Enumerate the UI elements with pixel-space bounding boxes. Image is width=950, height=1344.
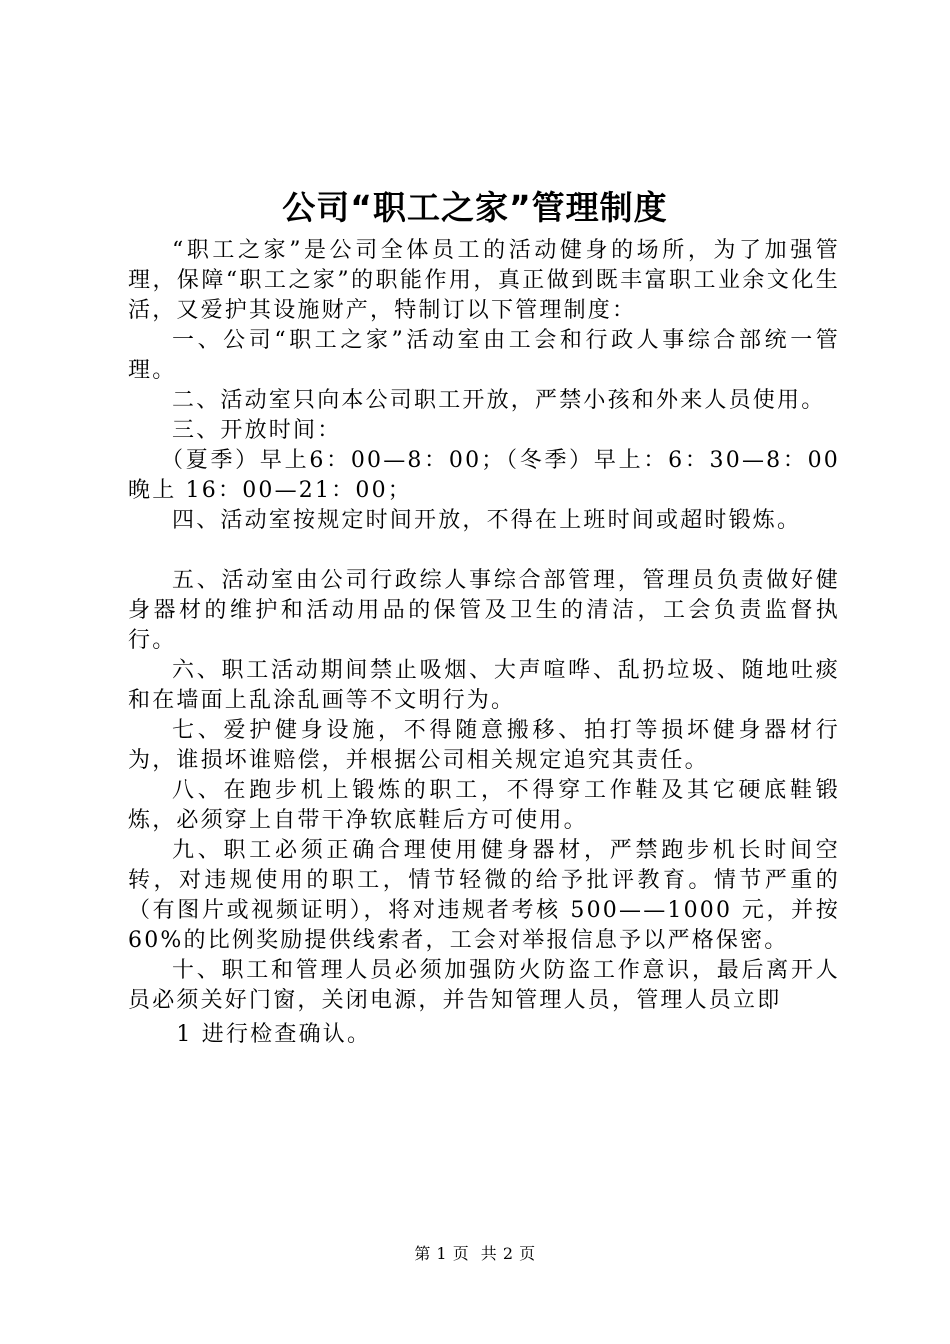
rule-2-paragraph: 二、活动室只向本公司职工开放，严禁小孩和外来人员使用。 xyxy=(172,388,826,413)
page-number: 第 1 页 xyxy=(414,1244,470,1263)
page-footer xyxy=(0,1242,950,1266)
page-total: 共 2 页 xyxy=(480,1244,536,1263)
rule-10-paragraph: 十、职工和管理人员必须加强防火防盗工作意识，最后离开人员必须关好门窗，关闭电源，并告知管理人员，管理人员立即 xyxy=(128,958,840,1013)
document-title: 公司“职工之家”管理制度 xyxy=(282,188,668,227)
rule-9-paragraph: 九、职工必须正确合理使用健身器材，严禁跑步机长时间空转，对违规使用的职工，情节轻微的给予批评教育。情节严重的（有图片或视频证明），将对违规者考核 500——1000 元，并按 60%的比例奖励提供线索者，工会对举报信息予以严格保密。 xyxy=(128,838,840,953)
rule-5-paragraph: 五、活动室由公司行政综人事综合部管理，管理员负责做好健身器材的维护和活动用品的保管及卫生的清洁，工会负责监督执行。 xyxy=(128,568,840,653)
rule-4-paragraph: 四、活动室按规定时间开放，不得在上班时间或超时锻炼。 xyxy=(172,508,802,533)
rule-8-paragraph: 八、在跑步机上锻炼的职工，不得穿工作鞋及其它硬底鞋锻炼，必须穿上自带干净软底鞋后方可使用。 xyxy=(128,778,840,833)
rule-6-paragraph: 六、职工活动期间禁止吸烟、大声喧哗、乱扔垃圾、随地吐痰和在墙面上乱涂乱画等不文明行为。 xyxy=(128,658,840,713)
document-body xyxy=(128,236,840,1050)
rule-7-paragraph: 七、爱护健身设施，不得随意搬移、拍打等损坏健身器材行为，谁损坏谁赔偿，并根据公司相关规定追究其责任。 xyxy=(128,718,840,773)
rule-3-paragraph: 三、开放时间： xyxy=(172,418,342,443)
rule-1-paragraph: 一、公司“职工之家”活动室由工会和行政人事综合部统一管理。 xyxy=(128,328,840,383)
opening-hours-paragraph: （夏季）早上6：00—8：00；（冬季）早上：6：30—8：00 晚上 16：00—21：00； xyxy=(128,448,840,503)
rule-10-continuation: 1 进行检查确认。 xyxy=(176,1022,372,1047)
intro-paragraph: “职工之家”是公司全体员工的活动健身的场所，为了加强管理，保障“职工之家”的职能作用，真正做到既丰富职工业余文化生活，又爱护其设施财产，特制订以下管理制度： xyxy=(128,238,840,323)
